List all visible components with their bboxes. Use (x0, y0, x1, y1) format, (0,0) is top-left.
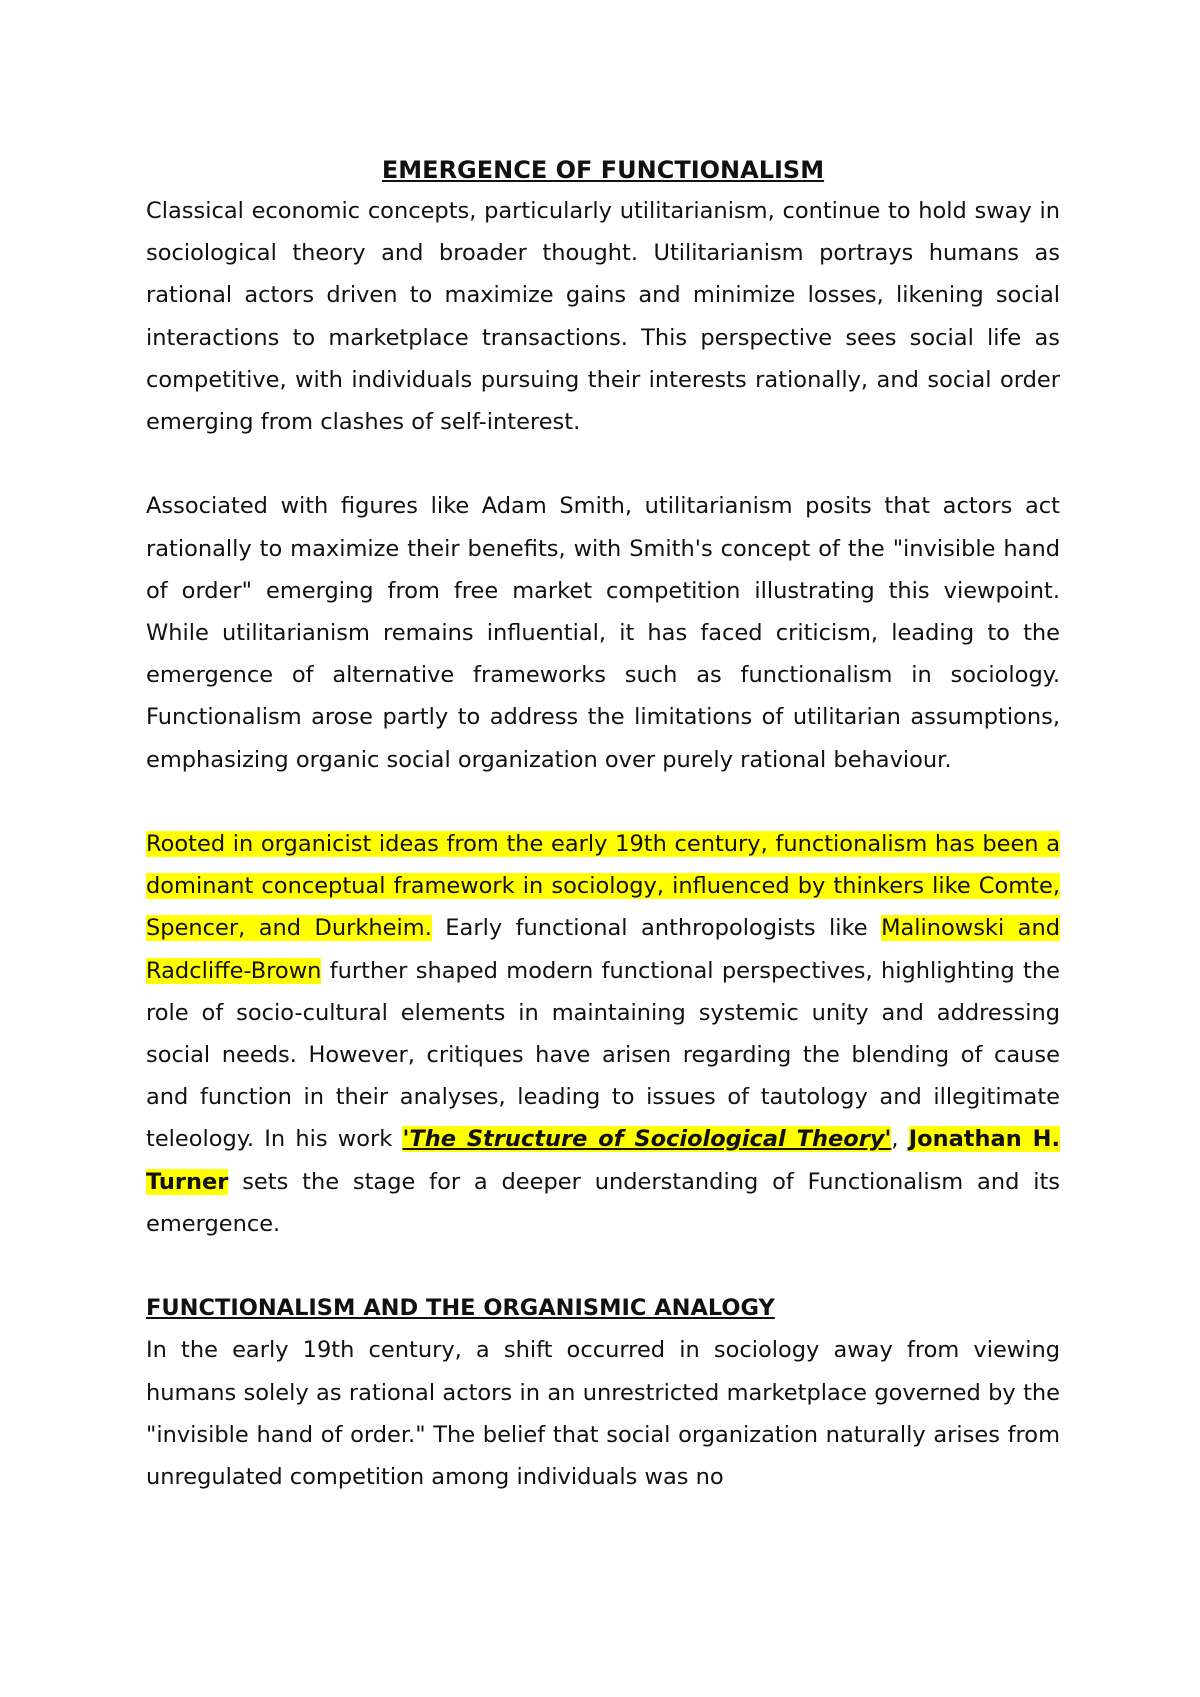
document-body (146, 150, 1060, 1498)
paragraph-spacer (146, 443, 1060, 485)
paragraph-text: Early functional anthropologists like (431, 915, 882, 942)
paragraph-organicist-roots (146, 823, 1060, 1245)
paragraph-text: further shaped modern functional perspectives, highlighting the role of socio-cultural elements in maintaining systemic unity and addressing social needs. However, critiques have arisen regarding the blending of cause and function in their analyses, leading to issues of tautology and illegitimate teleology. In his work (146, 957, 1060, 1153)
paragraph-spacer (146, 1245, 1060, 1287)
highlighted-text-organicist: Rooted in organicist ideas from the early 19th century, functionalism has been a dominant conceptual framework in sociology, influenced by thinkers like Comte, Spencer, and Durkheim. (146, 831, 1060, 942)
page-title: EMERGENCE OF FUNCTIONALISM (381, 156, 825, 184)
paragraph-spacer (146, 781, 1060, 823)
paragraph-text: , (891, 1126, 909, 1153)
paragraph-early-19th-century: In the early 19th century, a shift occurred in sociology away from viewing humans solely as rational actors in an unrestricted marketplace governed by the "invisible hand of order." The belief that social organization naturally arises from unregulated competition among individuals was no (146, 1337, 1060, 1491)
section-heading: FUNCTIONALISM AND THE ORGANISMIC ANALOGY (146, 1295, 775, 1322)
paragraph-text: sets the stage for a deeper understanding of Functionalism and its emergence. (146, 1168, 1060, 1237)
author-name: Jonathan H. Turner (146, 1126, 1061, 1195)
paragraph-adam-smith: Associated with figures like Adam Smith, utilitarianism posits that actors act rationally to maximize their benefits, with Smith's concept of the "invisible hand of order" emerging from free market competition illustrating this viewpoint. While utilitarianism remains influential, it has faced criticism, leading to the emergence of alternative frameworks such as functionalism in sociology. Functionalism arose partly to address the limitations of utilitarian assumptions, emphasizing organic social organization over purely rational behaviour. (146, 493, 1060, 773)
highlighted-text-anthropologists: Malinowski and Radcliffe-Brown (146, 915, 1060, 984)
paragraph-utilitarianism: Classical economic concepts, particularly utilitarianism, continue to hold sway in sociological theory and broader thought. Utilitarianism portrays humans as rational actors driven to maximize gains and minimize losses, likening social interactions to marketplace transactions. This perspective sees social life as competitive, with individuals pursuing their interests rationally, and social order emerging from clashes of self-interest. (146, 198, 1060, 436)
book-title-reference: 'The Structure of Sociological Theory' (402, 1126, 892, 1153)
